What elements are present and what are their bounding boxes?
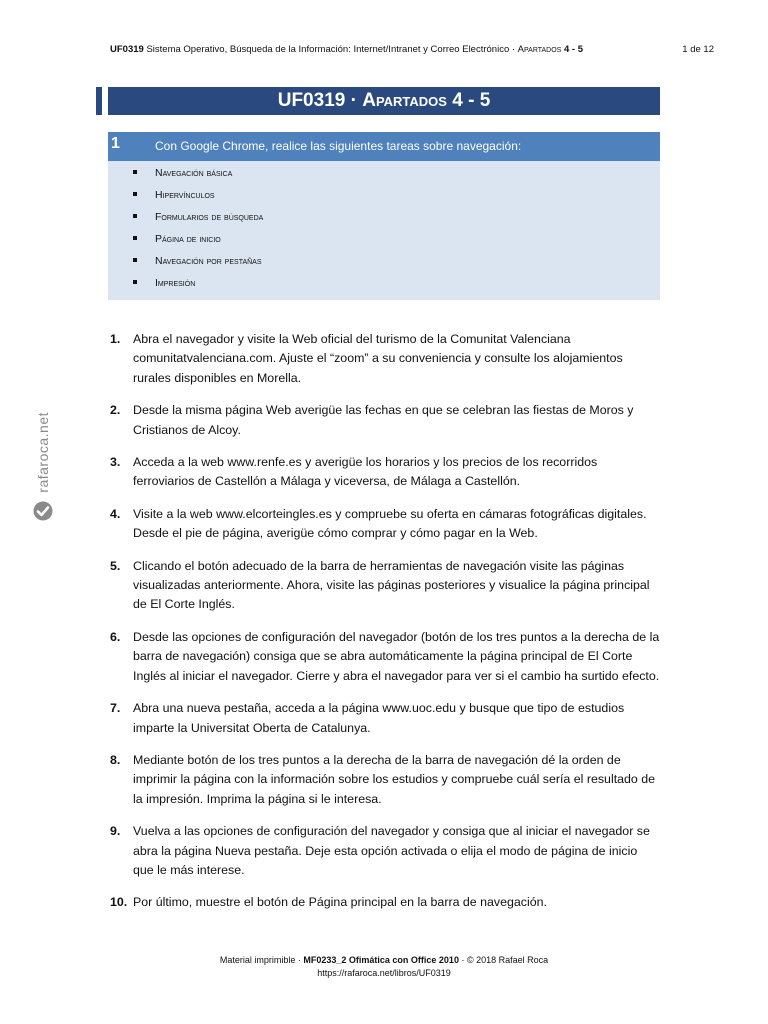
exercise-number: 1. <box>110 332 121 346</box>
footer-course: MF0233_2 Ofimática con Office 2010 <box>303 955 459 965</box>
exercise-item <box>110 557 660 615</box>
task-topic-list <box>108 165 263 297</box>
exercise-item <box>110 401 660 440</box>
exercise-item <box>110 330 660 388</box>
list-item: Formularios de búsqueda <box>108 209 263 231</box>
exercise-text: Clicando el botón adecuado de la barra de herramientas de navegación visite las páginas visualizadas anteriormente. Ahora, visite las páginas posteriores y visualice la página principal de El Corte Inglés. <box>133 558 650 612</box>
exercise-item <box>110 751 660 809</box>
list-item: Página de inicio <box>108 231 263 253</box>
header-range: 4 - 5 <box>561 44 584 55</box>
header-subject: Sistema Operativo, Búsqueda de la Información: Internet/Intranet y Correo Electrónico · <box>143 44 518 55</box>
exercise-number: 8. <box>110 752 121 767</box>
exercise-number: 3. <box>110 455 121 470</box>
exercise-number: 6. <box>110 629 121 644</box>
exercise-text: Abra una nueva pestaña, acceda a la página www.uoc.edu y busque que tipo de estudios imparte la Universitat Oberta de Catalunya. <box>133 701 625 735</box>
page-title <box>108 87 660 115</box>
page-number: 1 de 12 <box>682 44 714 55</box>
exercise-item <box>110 453 660 492</box>
exercise-text: Visite a la web www.elcorteingles.es y compruebe su oferta en cámaras fotográficas digitales. Desde el pie de página, averigüe cómo comprar y cómo pagar en la Web. <box>133 506 647 541</box>
title-accent-bar <box>96 87 102 115</box>
exercise-text: Desde la misma página Web averigüe las fechas en que se celebran las fiestas de Moros y Cristianos de Alcoy. <box>133 403 634 437</box>
exercise-item <box>110 505 660 544</box>
bullet-icon <box>133 214 137 218</box>
exercise-text: Desde las opciones de configuración del navegador (botón de los tres puntos a la derecha de la barra de navegación) consiga que se abra automáticamente la página principal de El Corte Inglés al iniciar el navegador. Cierre y abra el navegador para ver si el cambio ha surtido efecto. <box>133 629 660 683</box>
watermark-text: rafaroca.net <box>35 412 51 493</box>
exercise-text: Abra el navegador y visite la Web oficial del turismo de la Comunitat Valenciana comunitatvalenciana.com. Ajuste el “zoom” a su conveniencia y consulte los alojamientos rurales disponibles en Morella. <box>133 332 623 385</box>
footer-url[interactable]: https://rafaroca.net/libros/UF0319 <box>317 968 451 978</box>
exercise-text: Por último, muestre el botón de Página principal en la barra de navegación. <box>133 895 547 910</box>
exercise-list <box>110 330 660 926</box>
list-item: Impresión <box>108 275 263 297</box>
exercise-number: 5. <box>110 558 121 573</box>
exercise-number: 4. <box>110 506 121 521</box>
exercise-text: Acceda a la web www.renfe.es y averigüe los horarios y los precios de los recorridos ferroviarios de Castellón a Málaga y viceversa, de Málaga a Castellón. <box>133 455 598 489</box>
bullet-icon <box>133 170 137 174</box>
exercise-text: Vuelva a las opciones de configuración del navegador y consiga que al iniciar el navegador se abra la página Nueva pestaña. Deje esta opción activada o elija el modo de página de inicio que le más interese. <box>133 824 650 877</box>
task-box <box>108 132 660 300</box>
list-item: Hipervínculos <box>108 187 263 209</box>
bullet-icon <box>133 236 137 240</box>
exercise-item <box>110 893 660 912</box>
task-header <box>108 132 660 161</box>
task-intro: Con Google Chrome, realice las siguientes tareas sobre navegación: <box>155 139 522 153</box>
watermark <box>29 412 57 524</box>
header-code: UF0319 <box>110 44 144 55</box>
title-code: UF0319 · <box>277 90 363 111</box>
header-section: Apartados <box>517 44 562 55</box>
exercise-number: 9. <box>110 824 121 839</box>
list-item: Navegación por pestañas <box>108 253 263 275</box>
footer-credits: Material imprimible · MF0233_2 Ofimática con Office 2010 · © 2018 Rafael Roca <box>219 955 549 965</box>
exercise-item <box>110 699 660 738</box>
bullet-icon <box>133 280 137 284</box>
exercise-number: 7. <box>110 701 121 716</box>
exercise-item <box>110 628 660 686</box>
task-number: 1 <box>111 135 120 152</box>
exercise-number: 10. <box>110 895 128 910</box>
title-label: Apartados 4 - 5 <box>362 90 491 111</box>
exercise-item <box>110 822 660 880</box>
header-document-title <box>110 44 583 55</box>
bullet-icon <box>133 192 137 196</box>
exercise-text: Mediante botón de los tres puntos a la derecha de la barra de navegación dé la orden de imprimir la página con la información sobre los estudios y compruebe cuál sería el resultado de la impresión. Imprima la página si le interesa. <box>133 752 656 806</box>
list-item: Navegación básica <box>108 165 263 187</box>
bullet-icon <box>133 258 137 262</box>
check-circle-logo-icon <box>32 500 54 522</box>
exercise-number: 2. <box>110 403 121 418</box>
